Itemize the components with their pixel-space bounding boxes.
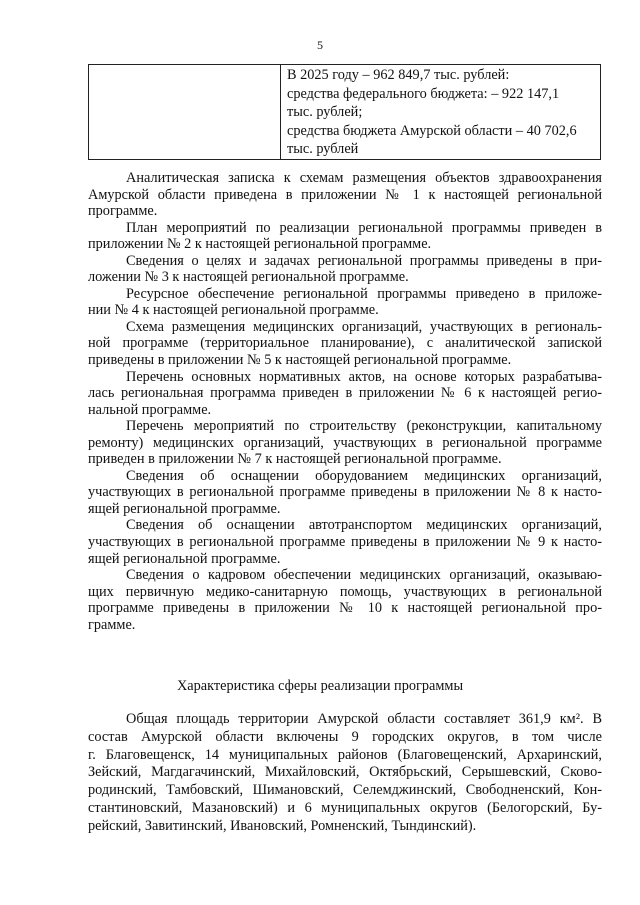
paragraph-line: г. Благовещенск, 14 муниципальных районов (Благовещенский, Архаринский, xyxy=(88,746,602,763)
paragraph-line: ложении № 3 к настоящей региональной программе. xyxy=(88,269,409,286)
body-paragraph xyxy=(88,468,602,518)
paragraph-line: приведен в приложении № 7 к настоящей региональной программе. xyxy=(88,451,502,468)
paragraph-line: рейский, Завитинский, Ивановский, Ромненский, Тындинский). xyxy=(88,817,477,834)
paragraph-line: участвующих в региональной программе приведены в приложении № 9 к насто- xyxy=(88,534,602,551)
paragraph-line: Сведения о целях и задачах региональной программы приведены в при- xyxy=(126,252,602,269)
body-paragraph xyxy=(88,517,602,567)
body-paragraph xyxy=(88,418,602,468)
paragraph-line: лась региональная программа приведен в приложении № 6 к настоящей регио- xyxy=(88,385,602,402)
paragraph-line: Сведения о кадровом обеспечении медицинских организаций, оказываю- xyxy=(126,567,602,584)
paragraph-line: ящей региональной программе. xyxy=(88,500,281,517)
paragraph-line: грамме. xyxy=(88,616,136,633)
body-paragraph xyxy=(88,319,602,369)
paragraph-line: нальной программе. xyxy=(88,401,212,418)
paragraph-line: Зейский, Магдагачинский, Михайловский, Октябрьский, Серышевский, Сково- xyxy=(88,764,602,781)
paragraph-line: состав Амурской области включены 9 городских округов, в том числе xyxy=(88,728,602,745)
body-paragraph xyxy=(88,170,602,220)
section-heading: Характеристика сферы реализации программы xyxy=(176,678,464,694)
paragraph-line: Ресурсное обеспечение региональной программы приведено в приложе- xyxy=(126,285,602,302)
paragraph-line: нии № 4 к настоящей региональной программе. xyxy=(88,302,379,319)
funding-table-label-cell xyxy=(89,65,281,160)
paragraph-line: ной программе (территориальное планирование), с аналитической запиской xyxy=(88,335,602,352)
funding-table xyxy=(88,64,601,160)
territory-paragraph xyxy=(88,711,602,836)
body-paragraph xyxy=(88,369,602,419)
body-paragraph xyxy=(88,253,602,286)
funding-table-value-cell xyxy=(281,65,601,160)
paragraph-line: щих первичную медико-санитарную помощь, участвующих в региональной xyxy=(88,583,602,600)
paragraph-line: приложении № 2 к настоящей региональной программе. xyxy=(88,236,432,253)
paragraph-line: программе. xyxy=(88,203,158,220)
paragraph-line: программе приведены в приложении № 10 к настоящей региональной про- xyxy=(88,600,602,617)
paragraph-line: стантиновский, Мазановский) и 6 муниципальных округов (Белогорский, Бу- xyxy=(88,799,602,816)
paragraph-line: План мероприятий по реализации региональной программы приведен в xyxy=(126,219,602,236)
body-paragraph xyxy=(88,567,602,633)
funding-line: тыс. рублей xyxy=(287,141,359,157)
body-paragraph xyxy=(88,220,602,253)
body-paragraph xyxy=(88,286,602,319)
paragraph-line: родинский, Тамбовский, Шимановский, Селемджинский, Свободненский, Кон- xyxy=(88,782,602,799)
funding-line: В 2025 году – 962 849,7 тыс. рублей: xyxy=(287,67,510,83)
funding-line: тыс. рублей; xyxy=(287,104,363,120)
funding-line: средства федерального бюджета: – 922 147,1 xyxy=(287,85,560,102)
paragraph-line: ящей региональной программе. xyxy=(88,550,281,567)
funding-line: средства бюджета Амурской области – 40 702,6 xyxy=(287,122,577,139)
paragraph-line: приведены в приложении № 5 к настоящей региональной программе. xyxy=(88,352,512,369)
paragraph-line: ремонту) медицинских организаций, участвующих в региональной программе xyxy=(88,434,602,451)
paragraph-line: Сведения об оснащении оборудованием медицинских организаций, xyxy=(126,467,602,484)
page-number: 5 xyxy=(317,38,323,52)
paragraph-line: Перечень основных нормативных актов, на основе которых разрабатыва- xyxy=(126,368,602,385)
paragraph-line: Амурской области приведена в приложении № 1 к настоящей региональной xyxy=(88,186,602,203)
paragraph-line: Перечень мероприятий по строительству (реконструкции, капитальному xyxy=(126,418,602,435)
paragraph-line: Схема размещения медицинских организаций, участвующих в региональ- xyxy=(126,318,602,335)
paragraph-line: Общая площадь территории Амурской области составляет 361,9 км². В xyxy=(126,711,602,727)
appendix-paragraphs xyxy=(88,170,602,633)
paragraph-line: Аналитическая записка к схемам размещения объектов здравоохранения xyxy=(126,170,602,186)
paragraph-line: участвующих в региональной программе приведены в приложении № 8 к насто- xyxy=(88,484,602,501)
paragraph-line: Сведения об оснащении автотранспортом медицинских организаций, xyxy=(126,517,602,534)
